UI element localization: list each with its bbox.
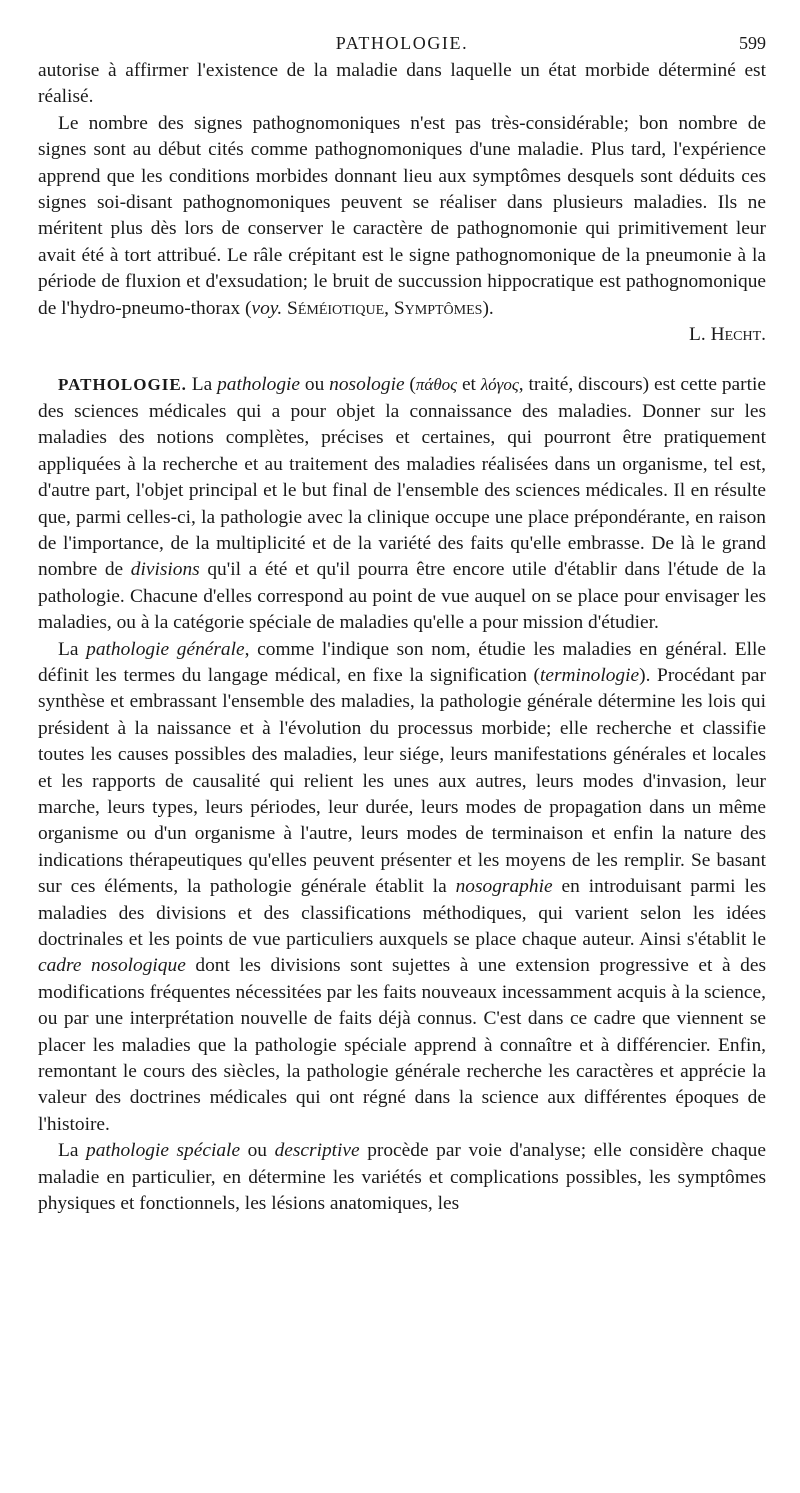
paragraph-pathologie-generale: La pathologie générale, comme l'indique son nom, étudie les maladies en général. Elle définit les termes du langage médical, en fixe la signification (terminologie). Procédant par synthèse et embrassant l'ensemble des maladies, la pathologie générale détermine les lois qui président à la naissance et à l'évolution du processus morbide; elle recherche et classifie toutes les causes possibles des maladies, leur siége, leurs manifestations générales et locales et les rapports de causalité qui relient les unes aux autres, leurs modes d'invasion, leur marche, leurs types, leurs périodes, leur durée, leurs modes de propagation dans un même organisme ou d'un organisme à l'autre, leurs modes de terminaison et enfin la nature des indications thérapeutiques qu'elles peuvent présenter et les moyens de les remplir. Se basant sur ces éléments, la pathologie générale établit la nosographie en introduisant parmi les maladies des divisions et des classifications méthodiques, qui varient selon les idées doctrinales et les points de vue particuliers auxquels se place chaque auteur. Ainsi s'établit le cadre nosologique dont les divisions sont sujettes à une extension progressive et à des modifications fréquentes nécessitées par les faits nouveaux incessamment acquis à la science, ou par une interprétation nouvelle de faits déjà connus. C'est dans ce cadre que viennent se placer les maladies que la pathologie spéciale apprend à connaître et à différencier. Enfin, remontant le cours des siècles, la pathologie générale recherche les caractères et apprécie la valeur des doctrines médicales qui ont régné dans la science aux différentes époques de l'histoire. [38,638,767,1135]
section-gap [38,348,766,372]
entry-headword: PATHOLOGIE. [58,375,187,395]
paragraph-pathologie-speciale: La pathologie spéciale ou descriptive procède par voie d'analyse; elle considère chaque maladie en particulier, en détermine les variétés et complications possibles, les symptômes physiques et fonctionnels, les lésions anatomiques, les [38,1140,766,1215]
cross-reference-semeiotique: Séméiotique [287,297,385,319]
cross-reference-symptomes: Symptômes [393,297,483,319]
document-page [38,28,766,1217]
page-number: 599 [739,33,766,53]
paragraph-pathologie-definition: PATHOLOGIE. La pathologie ou nosologie (πάθος et λόγος, traité, discours) est cette partie des sciences médicales qui a pour objet la connaissance des maladies. Donner sur les maladies des notions complètes, précises et certaines, qui pourront être pratiquement appliquées à la recherche et au traitement des maladies réalisées dans un organisme, tel est, d'autre part, l'objet principal et le but final de l'ensemble des sciences médicales. Il en résulte que, parmi celles-ci, la pathologie avec la clinique occupe une place prépondérante, en raison de l'importance, de la multiplicité et de la variété des faits qu'elle embrasse. De là le grand nombre de divisions qu'il a été et qu'il pourra être encore utile d'établir dans l'étude de la pathologie. Chacune d'elles correspond au point de vue auquel on se place pour envisager les maladies, ou à la catégorie spéciale de maladies qu'elle a pour mission d'étudier. [38,374,767,634]
paragraph-continuation: autorise à affirmer l'existence de la maladie dans laquelle un état morbide déterminé est réalisé. [38,60,766,108]
running-title: PATHOLOGIE. [335,33,469,53]
author-signature: L. Hecht. [689,324,766,346]
running-header [38,28,766,58]
paragraph-pathognomonic-signs: Le nombre des signes pathognomoniques n'est pas très-considérable; bon nombre de signes sont au début cités comme pathognomoniques d'une maladie. Plus tard, l'expérience apprend que les conditions morbides donnant lieu aux symptômes desquels sont déduits ces signes soi-disant pathognomoniques peuvent se réaliser dans plusieurs maladies. Ils ne méritent plus dès lors de conserver le caractère de pathognomonie qui primitivement leur avait été à tort attribué. Le râle crépitant est le signe pathognomonique de la pneumonie à la période de fluxion et d'exsudation; le bruit de succussion hippocratique est pathognomonique de l'hydro-pneumo-thorax (voy. Séméiotique, Symptômes). [38,112,766,319]
